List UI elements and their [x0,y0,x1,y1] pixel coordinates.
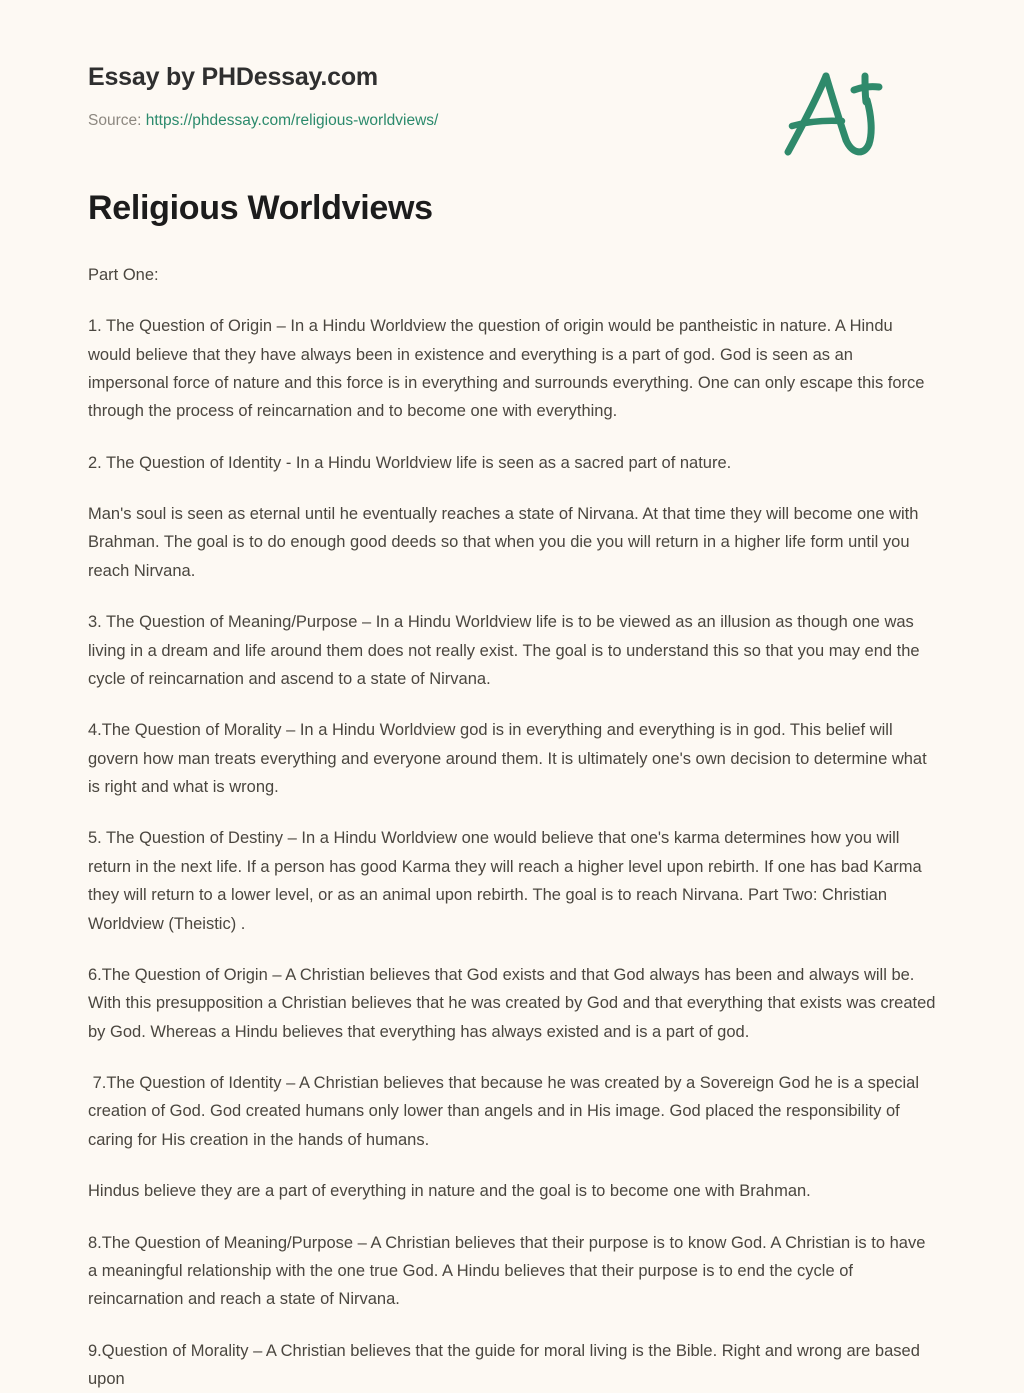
source-url-link[interactable]: https://phdessay.com/religious-worldviews/ [145,111,439,129]
essay-paragraph: 5. The Question of Destiny – In a Hindu Worldview one would believe that one's karma determines how you will return in the next life. If a person has good Karma they will reach a higher level upon rebirth. If one has bad Karma they will return to a lower level, or as an animal upon rebirth. The goal is to reach Nirvana. Part Two: Christian Worldview (Theistic) . [88,829,927,933]
essay-paragraph: 6.The Question of Origin – A Christian believes that God exists and that God always has been and always will be. With this presupposition a Christian believes that he was created by God and that everything that exists was created by God. Whereas a Hindu believes that everything has always existed and is a part of god. [88,965,941,1041]
article-body [88,116,941,1393]
a-plus-logo [772,56,892,166]
brand-title: Essay by PHDessay.com [88,63,378,91]
source-label: Source: [88,111,146,129]
essay-paragraph: 2. The Question of Identity - In a Hindu Worldview life is seen as a sacred part of nature. [88,453,732,472]
essay-paragraph: 3. The Question of Meaning/Purpose – In a Hindu Worldview life is to be viewed as an illusion as though one was living in a dream and life around them does not really exist. The goal is to understand this so that you may end the cycle of reincarnation and ascend to a state of Nirvana. [88,613,925,688]
header-left-block [88,64,438,130]
essay-paragraph: 8.The Question of Meaning/Purpose – A Christian believes that their purpose is to know God. A Christian is to have a meaningful relationship with the one true God. A Hindu believes that their purpose is to end the cycle of reincarnation and reach a state of Nirvana. [88,1233,930,1309]
essay-paragraph: Part One: [88,265,159,284]
essay-paragraph: 1. The Question of Origin – In a Hindu Worldview the question of origin would be pantheistic in nature. A Hindu would believe that they have always been in existence and everything is a part of god. God is seen as an impersonal force of nature and this force is in everything and surrounds everything. One can only escape this force through the process of reincarnation and to become one with everything. [88,317,930,421]
essay-paragraph: Man's soul is seen as eternal until he eventually reaches a state of Nirvana. At that time they will become one with Brahman. The goal is to do enough good deeds so that when you die you will return in a higher life form until you reach Nirvana. [88,505,924,580]
source-line [88,112,438,131]
essay-paragraph: 9.Question of Morality – A Christian believes that the guide for moral living is the Bible. Right and wrong are based upon [88,1341,925,1389]
essay-paragraph: 7.The Question of Identity – A Christian believes that because he was created by a Sovereign God he is a special creation of God. God created humans only lower than angels and in His image. God placed the responsibility of caring for His creation in the hands of humans. [88,1074,924,1149]
essay-paragraphs [88,261,941,1393]
document-header [88,0,936,129]
essay-paragraph: Hindus believe they are a part of everything in nature and the goal is to become one with Brahman. [88,1182,811,1201]
essay-paragraph: 4.The Question of Morality – In a Hindu Worldview god is in everything and everything is in god. This belief will govern how man treats everything and everyone around them. It is ultimately one's own decision to determine what is right and what is wrong. [88,721,932,797]
page-title: Religious Worldviews [88,189,433,227]
